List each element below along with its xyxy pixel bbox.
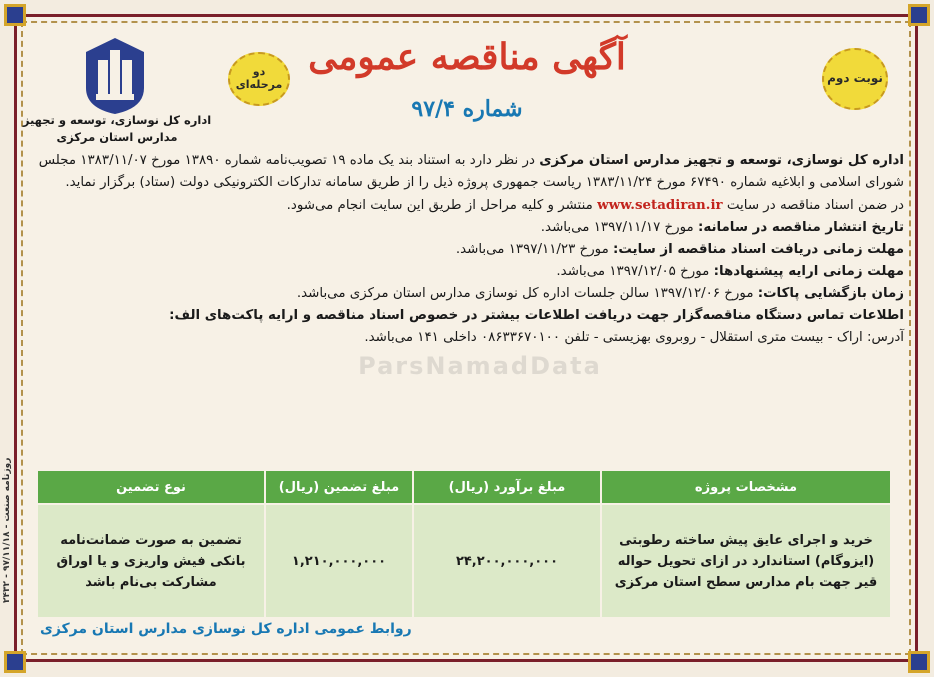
watermark: ParsNamadData: [358, 352, 602, 380]
receive-label: مهلت زمانی دریافت اسناد مناقصه از سایت:: [613, 242, 904, 257]
table-header: نوع تضمین: [37, 470, 265, 504]
table-header: مبلغ برآورد (ریال): [413, 470, 601, 504]
submit-label: مهلت زمانی ارایه پیشنهادها:: [713, 264, 904, 279]
project-table: [36, 469, 892, 619]
table-header: مبلغ تضمین (ریال): [265, 470, 413, 504]
organization-name: اداره کل نوسازی، توسعه و تجهیز مدارس استان مرکزی: [22, 113, 212, 144]
publish-label: تاریخ انتشار مناقصه در سامانه:: [697, 220, 904, 235]
receive-value: مورخ ۱۳۹۷/۱۱/۲۳ می‌باشد.: [455, 242, 614, 257]
site-suffix: منتشر و کلیه مراحل از طریق این سایت انجام می‌شود.: [286, 198, 598, 213]
corner-ornament: [908, 4, 930, 26]
publish-date: [34, 217, 904, 239]
round-badge: نوبت دوم: [822, 48, 888, 110]
table-header-row: [37, 470, 891, 504]
contact-heading: اطلاعات تماس دستگاه مناقصه‌گزار جهت دریافت اطلاعات بیشتر در خصوص اسناد مناقصه و ارایه پاکت‌های الف:: [169, 308, 904, 323]
table-row: [37, 504, 891, 618]
guarantee-amount: ۱,۲۱۰,۰۰۰,۰۰۰: [265, 504, 413, 618]
stage-badge: دو مرحله‌ای: [228, 52, 290, 106]
corner-ornament: [908, 651, 930, 673]
opening-label: زمان بازگشایی پاکات:: [757, 286, 904, 301]
intro-org: اداره کل نوسازی، توسعه و تجهیز مدارس استان مرکزی: [539, 153, 904, 168]
corner-ornament: [4, 4, 26, 26]
site-prefix: در ضمن اسناد مناقصه در سایت: [722, 198, 904, 213]
newspaper-sidebar: روزنامه صنعت - ۹۷/۱۱/۱۸ - ۲۴۳۲: [2, 457, 12, 603]
intro-paragraph: [34, 150, 904, 194]
address: آدرس: اراک - بیست متری استقلال - روبروی بهزیستی - تلفن ۰۸۶۳۳۶۷۰۱۰۰ داخلی ۱۴۱ می‌باشد.: [364, 330, 904, 345]
public-relations-footer: روابط عمومی اداره کل نوسازی مدارس استان مرکزی: [40, 621, 412, 637]
project-description: خرید و اجرای عایق پیش ساخته رطوبتی (ایزوگام) استاندارد در ازای تحویل حواله قیر جهت بام مدارس سطح استان مرکزی: [601, 504, 891, 618]
ad-body: [34, 150, 904, 349]
website-link[interactable]: www.setadiran.ir: [597, 197, 723, 213]
opening-value: مورخ ۱۳۹۷/۱۲/۰۶ سالن جلسات اداره کل نوسازی مدارس استان مرکزی می‌باشد.: [296, 286, 758, 301]
table-header: مشخصات پروژه: [601, 470, 891, 504]
submit-deadline: [34, 261, 904, 283]
site-paragraph: [34, 194, 904, 217]
guarantee-type: تضمین به صورت ضمانت‌نامه بانکی فیش واریزی و یا اوراق مشارکت بی‌نام باشد: [37, 504, 265, 618]
receive-deadline: [34, 239, 904, 261]
organization-logo-icon: [80, 36, 150, 116]
ad-number: شماره ۹۷/۴: [411, 96, 523, 122]
corner-ornament: [4, 651, 26, 673]
opening-date: [34, 283, 904, 305]
intro-text: در نظر دارد به استناد بند یک ماده ۱۹ تصویب‌نامه شماره ۱۳۸۹۰ مورخ ۱۳۸۳/۱۱/۰۷ مجلس شورای اسلامی و ابلاغیه شماره ۶۷۴۹۰ مورخ ۱۳۸۳/۱۱/۲۴ ریاست جمهوری پروژه ذیل را از طریق سامانه تدارکات الکترونیکی دولت (ستاد) برگزار نماید.: [38, 153, 904, 190]
publish-value: مورخ ۱۳۹۷/۱۱/۱۷ می‌باشد.: [540, 220, 698, 235]
ad-title: آگهی مناقصه عمومی: [308, 36, 626, 78]
estimated-amount: ۲۴,۲۰۰,۰۰۰,۰۰۰: [413, 504, 601, 618]
submit-value: مورخ ۱۳۹۷/۱۲/۰۵ می‌باشد.: [556, 264, 714, 279]
